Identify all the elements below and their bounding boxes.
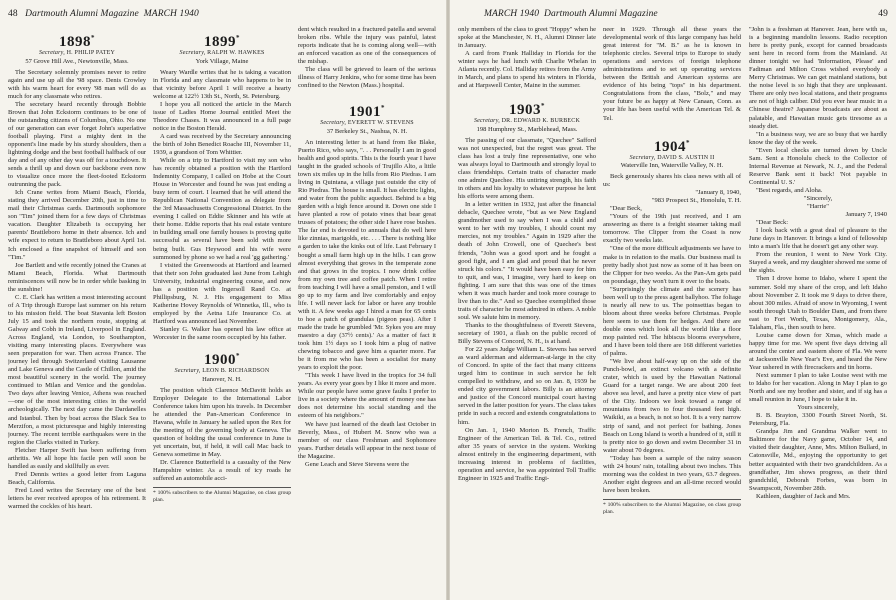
class-1898-body xyxy=(8,69,146,512)
paragraph: The secretary heard recently through Bobbie Brown that John Eckstorm continues to be one of the outstanding citizens of Columbus, Ohio. No one of our generation can ever forget John's superlative football playing. First a mighty dent in the opponent's line made by his sturdy shoulders, then a lightning dodge and the best football halfback of our day and of any other day was off for a touchdown. It sends a thrill up and down our backbone even now to visualize once more the fleet-footed Eckstorm outrunning the pack. xyxy=(8,100,146,189)
paragraph: On Jan. 1, 1940 Morton B. French, Traffic Engineer of the American Tel. & Tel. Co., retired after 35 years of service in the system. Working almost entirely in the engineering department, with increasing interest in problems of facilities, operation and service, he was appointed Toll Traffic Engineer in 1925 and Traffic Engi- xyxy=(458,426,596,482)
secretary-address: 37 Berkeley St., Nashua, N. H. xyxy=(326,127,408,135)
right-page-number: 49 xyxy=(878,9,888,19)
class-1903-continued xyxy=(603,26,741,123)
paragraph: Ich Crane writes from Miami Beach, Florida, stating they arrived December 20th, just in time to mail their Christmas cards. Dartmouth sophomore son "Tim" joined them for a few days of Christmas vacation. Daughter Elizabeth is occupying her parents' Brattleboro home in their absence. Ich and wife expect to return to Brattleboro about April 1st. Ich enclosed a fine snapshot of himself and son "Tim." xyxy=(8,189,146,261)
paragraph: "One of the more difficult adjustments we have to make is in relation to the mails. Our business mail is pretty badly shot just now as some of it has been on the Clipper for two weeks. As the Pan-Am gets paid on poundage, they won't turn it over to the boats. xyxy=(603,245,741,285)
paragraph: "We live about half-way up on the side of the Punch-bowl, an extinct volcano with a definite crater, which is used by the Hawaiian National Guard for a target range. We are about 200 feet above sea level, and have a pretty nice view of part of the City. Indoors we look toward a range of mountains from two to four thousand feet high. Waikiki, as a beach, is not so hot. It is a very narrow strip of sand, and not perfect for bathing. Jones Beach on Long Island is worth a hundred of it, still it is pretty nice to go down and swim December 31 in water about 70 degrees. xyxy=(603,358,741,454)
paragraph: January 7, 1940 xyxy=(845,211,887,219)
paragraph: An interesting letter is at hand from Ike Blake, Puerto Rico, who says, ". . . Personally I am in good health and good spirits. This is the fourth year I have taught in the graded schools of Trujillo Alto, a little town six miles up in the hills from Rio Piedras. I am living in Quintana, a village just outside the city of Rio Piedras. The house is small. It has electric lights, and water from the public aqueduct. Behind is a big garden with a high fence around it. Down one side I have planted a row of potato vines that bear great trusses of potatoes; the other side I have rose bushes. The far end is devoted to annuals that do well here like zinnias, marigolds, etc. . . . There is nothing like a garden to take the kinks out of life. Last February I bought a small farm high up in the hills. I can grow almost everything that grows in the temperate zone and that grows in the tropics. I now drink coffee from my own tree and coffee patch. When I retire from teaching I will have a small pension, and I will go up to my farm and live comfortably and enjoy life. I will never lack for labor or have any trouble with it. A few weeks ago I hired a man for 65 cents to hoe a patch of grandulas (pigeon peas). After I made the trade he grumbled 'Mr. Sykes you are muy maestro a day (37½ cents).' As a matter of fact it took him 1½ days so I took him a plug of native chewing tobacco and gave him a quarter more. Far be it from me who has been a socialist for many years to exploit the poor. xyxy=(298,138,436,372)
paragraph: Thanks to the thoughtfulness of Everett Stevens, secretary of 1901, a flash on the public record of Billy Stevens of Concord, N. H., is at hand. xyxy=(458,321,596,346)
paragraph: "Today has been a sample of the rainy season with 24 hours' rain, totalling about two inches. This morning was the coldest in two years, 63.7 degrees. Another eight degrees and an all-time record would have been broken. xyxy=(603,454,741,494)
paragraph: C. E. Clark has written a most interesting account of A Trip through Europe last summer on his return to his mission field. The boat Stavania left Boston July 15 and took the northern route, stopping at Galway and Cobh in Ireland, Liverpool in England. Across England, via London, to Southampton, visiting many interesting places. Everywhere was seen preparation for war. Then across France. The journey led through Switzerland visiting Lausanne and Lake Geneva and the Castle of Chillon, amid the most beautiful scenery in the world. The journey continued to Milan and Venice and the gondolas. Two days after leaving Venice, Athens was reached—one of the most interesting cities in the world archeologically. The next day came the Dardanelles and Istanbul. Then by boat across the Black Sea to Merzifon, a most picturesque and highly interesting journey. The recent terrible earthquakes were in the region the Clarks visited in Turkey. xyxy=(8,293,146,446)
column-2 xyxy=(153,26,291,594)
paragraph: The Secretary solemnly promises never to retire again and use up all the '98 space. Denis Crowley with his warm heart for every '98 man will do as much for any classmate who retires. xyxy=(8,68,146,100)
class-1901-body xyxy=(298,139,436,469)
paragraph: I hope you all noticed the article in the March issue of Ladies Home Journal entitled Meet the Theodore Chases. It was announced in a full page notice in the Boston Herald. xyxy=(153,100,291,132)
paragraph: The passing of our classmate, "Quechee" Safford was not unexpected, but the regret was great. The class has lost a truly fine representative, one who was always loyal to Dartmouth and strongly loyal to class friendships. Certain traits of character made one admire Quechee. His untiring strength, his faith in others and his loyalty to whatever purpose he lent his efforts were among them. xyxy=(458,136,596,201)
paragraph: "January 8, 1940, xyxy=(695,189,741,197)
left-page-number: 48 xyxy=(8,9,18,19)
paragraph: "Best regards, and Aloha. xyxy=(756,186,823,194)
paragraph: Fletcher Harper Swift has been suffering from arthritis. We all hope his facile pen will soon be handled as easily and skillfully as ever. xyxy=(8,446,146,470)
class-year-1904: 1904* xyxy=(654,138,690,155)
class-1901-continued xyxy=(458,26,596,90)
column-5 xyxy=(603,26,741,594)
paragraph: Then I drove home to Idaho, where I spent the summer. Sold my share of the crop, and left Idaho about November 2. It took me 9 days to drive there, about 300 miles. Afraid of snow in Wyoming, I went south through Utah to Boulder Dam, and from there east to Fort Worth, Texas, Montgomery, Ala., Talaham, Fla., then south to here. xyxy=(749,275,887,331)
paragraph: "Even local checks are turned down by Uncle Sam. Sent a Honolulu check to the Collector of Internal Revenue at Newark, N. J., and the Federal Reserve Bank sent it back! 'Not payable in Continental U. S.' xyxy=(749,146,887,186)
secretary-line: Secretary, RALPH W. HAWKES xyxy=(179,50,265,56)
column-3 xyxy=(298,26,436,594)
class-1903-body xyxy=(458,137,596,483)
footnote: * 100% subscribers to the Alumni Magazine, on class group plan. xyxy=(153,487,291,504)
class-year-1900: 1900* xyxy=(204,352,240,369)
paragraph: "John is a freshman at Hanover. Jean, here with us, is a beginning mandolin lessons. Radio reception here is pretty punk, except for canned broadcasts sent here in record form from the Mainland. At dinner tonight we had 'Information, Please' and Fadiman and Milton Cross wished everybody a Merry Christmas. We can get mainland stations, but the noise level is so high that they are unpleasant. There are only two local stations, and their programs are not of high caliber. Did you ever hear music in a Chinese theatre? Japanese broadcasts are about as palatable, and Hawaiian music gets tiresome as a steady diet. xyxy=(749,26,887,130)
paragraph: A card from Frank Halliday in Florida for the winter says he had lunch with Charlie Whelan in Atlanta recently. Col. Halliday retires from the Army in March, and plans to spend his winters in Florida, and at Harpswell Center, Maine in the summer. xyxy=(458,50,596,90)
paragraph: For 22 years Judge William L. Stevens has served as ward alderman and alderman-at-large in the city of Concord. In spite of the fact that many citizens urged him to continue in such service he felt compelled to withdraw, and so on Jan. 8, 1939 he ended city government labors. Billy is an attorney and justice of the Concord municipal court having served in the latter position for years. The class takes pride in such a record and extends congratulations to him. xyxy=(458,346,596,426)
secretary-line: Secretary, LEON B. RICHARDSON xyxy=(174,368,270,375)
column-1 xyxy=(8,26,146,594)
right-running-head xyxy=(484,9,888,19)
secretary-line: Secretary, H. PHILIP PATEY xyxy=(38,50,116,56)
left-issue-date: MARCH 1940 xyxy=(143,9,199,19)
paragraph: In a letter written in 1932, just after the financial debacle, Quechee wrote, "but as we New England grandmother used to say when I was a child and went to her with my troubles, I should count my mercies, not my troubles." Again in 1929 after the death of John Crowell, one of Quechee's best friends, "John was a good sport and he fought a good fight, and I am glad and proud that he never struck his colors." "It would have been easy for him to quit, and was, I imagine, very hard to keep on fighting. I am sure that this was one of the times when it was much harder and took more courage to live than to die." And so Quechee exemplified those traits of character he most admired in others. A noble soul. We salute him in memory. xyxy=(458,201,596,321)
paragraph: neer in 1929. Through all these years the developmental work of this large company has held great interest for "M. B." as he is known in telephonic circles. Several trips to Europe to study operations and services of foreign telephone administrations and to set up operating services between the British and American systems are evidence of his being "tops" in his department. Congratulations from the class, "Bolz," and may your future be as happy at New Canaan, Conn. as your life has been useful with the American Tel. & Tel. xyxy=(603,26,741,122)
left-running-title: Dartmouth Alumni Magazine xyxy=(25,9,139,19)
paragraph: Dr. Clarence Butterfield is a casualty of the New Hampshire winter. As a result of icy roads he suffered an automobile acci- xyxy=(153,459,291,483)
secretary-line: Secretary, DAVID S. AUSTIN II xyxy=(629,154,715,161)
secretary-address: 198 Humphrey St., Marblehead, Mass. xyxy=(476,125,578,133)
paragraph: Kathleen, daughter of Jack and Mrs. xyxy=(756,492,851,500)
class-year-1901: 1901* xyxy=(349,104,385,121)
paragraph: Stanley G. Walker has opened his law office at Worcester in the same room occupied by his father. xyxy=(153,326,291,342)
paragraph: Joe Bartlett and wife recently joined the Cranes at Miami Beach, Florida. What Dartmouth reminiscences will now be in order while basking in the sunshine! xyxy=(8,261,146,293)
paragraph: Yours sincerely, xyxy=(797,404,839,412)
class-1900-continued xyxy=(298,26,436,90)
paragraph: I visited the Greenwoods at Hartford and learned that their son John graduated last June from Lehigh University, industrial engineering course, and now has a position with Ingersoll Rand Co. at Phillipsburg, N. J. His engagement to Miss Katherine Hovey Reynolds of Winnetka, Ill., who is employed by the Aetna Life Insurance Co. at Hartford was announced last November. xyxy=(153,261,291,325)
class-1903-header xyxy=(458,98,596,134)
class-1904-header xyxy=(603,135,741,171)
right-running-title: Dartmouth Alumni Magazine xyxy=(544,9,658,19)
secretary-address: Waterville Inn, Waterville Valley, N. H. xyxy=(620,162,724,170)
paragraph: "983 Prospect St., Honolulu, T. H. xyxy=(651,197,741,205)
paragraph: Louise came down for Xmas, which made a happy time for me. We spent five days driving all around the center and eastern shore of Fla. We were at Jacksonville New Year's Eve, and heard the New Year ushered in with firecrackers and tin horns. xyxy=(749,331,887,371)
paragraph: "In a business way, we are so busy that we hardly know the day of the week. xyxy=(749,130,887,146)
class-1899-body xyxy=(153,69,291,343)
paragraph: "Dear Beck: xyxy=(756,219,789,227)
paragraph: "Yours of the 19th just received, and I am answering as there is a freight steamer taking mail tomorrow. The Clipper from the Coast is now exactly two weeks late. xyxy=(603,213,741,245)
class-1904-continued xyxy=(749,26,887,501)
paragraph: While on a trip to Hartford to visit my son who has recently obtained a position with the Hartford Indemnity Company, I called on Hobe at the Court House in Worcester and found he was just ending a busy term of court. I learned that he will attend the Republican National Convention as delegate from the 3rd Massachusetts Congressional District. In the evening I called on Eddie Skinner and his wife at their home. Eddie reports that his real estate venture in building small one family houses is proving quite successful as several have been sold with more being built. Gus Heywood and his wife were summoned by phone so we had a real 'gg gathering.' xyxy=(153,157,291,261)
paragraph: Beck generously shares his class news with all of us: xyxy=(603,173,741,189)
secretary-line: Secretary, DR. EDWARD K. BURBECK xyxy=(473,118,580,125)
paragraph: A card was received by the Secretary announcing the birth of John Benedict Roache III, November 11, 1939, a grandson of Tom Whittier. xyxy=(153,132,291,156)
secretary-address: Hanover, N. H. xyxy=(202,375,242,383)
paragraph: Weary Wardle writes that he is taking a vacation in Florida and any classmate who happens to be in that vicinity before April 1 will receive a hearty welcome at 122½ 13th St., North, St. Petersburg. xyxy=(153,68,291,100)
paragraph: From the reunion, I went to New York City. Stayed a week, and my daughter showed me some of the sights. xyxy=(749,251,887,275)
column-6 xyxy=(749,26,887,594)
paragraph: Gene Leach and Steve Stevens were the xyxy=(305,460,409,468)
footnote: * 100% subscribers to the Alumni Magazine, on class group plan. xyxy=(603,499,741,516)
left-running-head xyxy=(8,9,199,19)
secretary-line: Secretary, EVERETT W. STEVENS xyxy=(320,120,414,127)
right-issue-date: MARCH 1940 xyxy=(484,9,540,19)
paragraph: "Sincerely, xyxy=(803,194,833,202)
paragraph: I look back with a great deal of pleasure to the June days in Hanover. It brings a kind of fellowship into a man's life that he doesn't get any other way. xyxy=(749,227,887,251)
class-1901-header xyxy=(298,100,436,136)
secretary-address: 57 Grove Hill Ave., Newtonville, Mass. xyxy=(25,57,129,65)
paragraph: Fred Dennis writes a good letter from Laguna Beach, California. xyxy=(8,470,146,486)
paragraph: "This week I have lived in the tropics for 34 full years. As every year goes by I like it more and more. While our people have some grave faults I prefer to live in a society where the amount of money one has does not determine his social standing and the esteem of his neighbors." xyxy=(298,372,436,420)
paragraph: "Dear Beck, xyxy=(610,205,642,213)
paragraph: The position which Clarence McDavitt holds as Employer Delegate to the International Labor Conference takes him upon his travels. In December he attended the Pan-American Conference in Havana, while in January he sailed upon the Rex for the meeting of the governing body at Geneva. The question of holding the usual conference in June is yet uncertain, but, if held, it will call Mac back to Geneva sometime in May. xyxy=(153,386,291,458)
paragraph: Grandpa Jim and Grandma Walker went to Baltimore for the Navy game, October 14, and visited their daughter, Anne, Mrs. Milton Bullard, in Catonsville, Md., enjoying the opportunity to get better acquainted with their two grandchildren. As a grandfather, Jim shows progress, as their third grandchild, Deborah Forbes, was born in Swampscott, November 28th. xyxy=(749,428,887,492)
paragraph: We have just learned of the death last October in Beverly, Mass., of Hubert M. Snow who was a member of our class Freshman and Sophomore years. Further details will appear in the next issue of the Magazine. xyxy=(298,420,436,460)
paragraph: The class will be grieved to learn of the serious illness of Harry Jenkins, who for some time has been confined to the Newton (Mass.) hospital. xyxy=(298,66,436,90)
paragraph: only members of the class to greet "Hoppy" when he spoke at the Manchester, N. H., Alumni Dinner late in January. xyxy=(458,26,596,50)
column-4 xyxy=(458,26,596,594)
class-1900-body xyxy=(153,387,291,484)
class-year-1899: 1899* xyxy=(204,34,240,50)
class-year-1903: 1903* xyxy=(509,102,545,119)
class-1899-header xyxy=(153,30,291,66)
class-year-1898: 1898* xyxy=(59,34,95,50)
class-1898-header xyxy=(8,30,146,66)
class-1900-header xyxy=(153,348,291,384)
class-1904-body xyxy=(603,173,741,495)
paragraph: B. B. Brayton, 3300 Fourth Street North, St. Petersburg, Fla. xyxy=(749,412,887,428)
paragraph: dent which resulted in a fractured patella and several broken ribs. While the injury was painful, latest reports indicate that he is coming along well—with an enforced vacation as one of the consequences of the mishap. xyxy=(298,26,436,66)
secretary-address: York Village, Maine xyxy=(195,57,249,65)
paragraph: "Harrie" xyxy=(807,203,829,211)
paragraph: Fred Loed writes the Secretary one of the best letters he ever received apropos of his retirement. It warmed the cockles of his heart. xyxy=(8,486,146,511)
paragraph: Next summer I plan to take Louise west with me to Idaho for her vacation. Along in May I plan to go North and see my brother and sister, and if sig has a small reunion in June, I hope to take it in. xyxy=(749,372,887,404)
paragraph: "Surprisingly the climate and the scenery has been well up to the press agent ballyhoo. The foliage is nearly all new to us. The poinsettias began to bloom about three weeks before Christmas. People here seem to use them for hedges. And there are double ones which look all the world like a floor mop painted red. The hibiscus blooms everywhere, and I have been told there are 168 different varieties of palms. xyxy=(603,285,741,358)
